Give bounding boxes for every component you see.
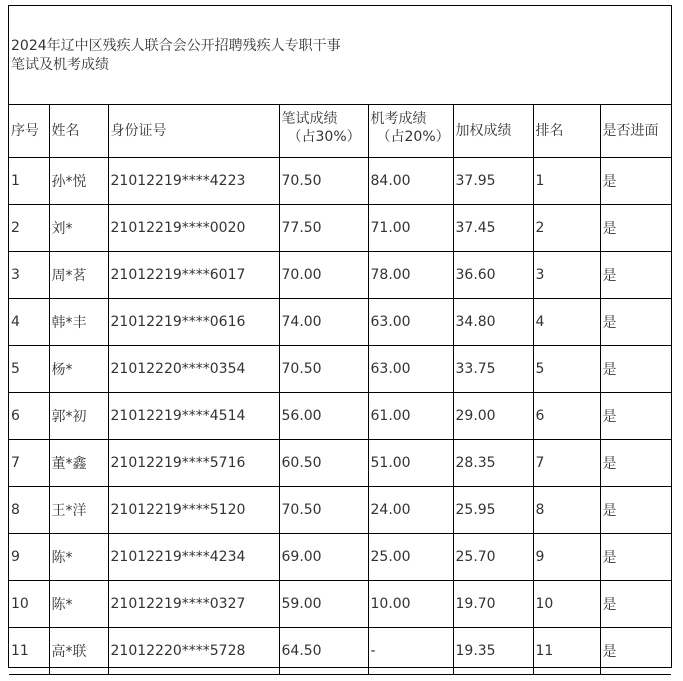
score-sheet <box>8 5 672 668</box>
title-block <box>9 6 671 105</box>
table-row <box>9 628 671 675</box>
cell-id-number: 21012219****5716 <box>108 440 279 487</box>
cell-rank: 10 <box>533 581 600 628</box>
cell-seq: 5 <box>9 346 49 393</box>
cell-id-number: 21012220****0354 <box>108 346 279 393</box>
cell-computer-score: 63.00 <box>368 346 453 393</box>
score-table <box>9 105 671 675</box>
cell-written-score: 59.00 <box>279 581 368 628</box>
cell-computer-score: 61.00 <box>368 393 453 440</box>
cell-computer-score: 63.00 <box>368 299 453 346</box>
cell-written-score: 69.00 <box>279 534 368 581</box>
cell-written-score: 56.00 <box>279 393 368 440</box>
cell-rank: 7 <box>533 440 600 487</box>
table-row <box>9 346 671 393</box>
cell-seq: 10 <box>9 581 49 628</box>
cell-weighted-score: 37.45 <box>453 205 533 252</box>
header-computer-score <box>368 105 453 158</box>
header-interview: 是否进面 <box>600 105 671 158</box>
cell-weighted-score: 37.95 <box>453 158 533 205</box>
cell-weighted-score: 19.35 <box>453 628 533 675</box>
table-header-row <box>9 105 671 158</box>
cell-interview: 是 <box>600 393 671 440</box>
cell-written-score: 77.50 <box>279 205 368 252</box>
cell-name: 董*鑫 <box>49 440 108 487</box>
cell-interview: 是 <box>600 581 671 628</box>
cell-written-score: 64.50 <box>279 628 368 675</box>
cell-id-number: 21012219****4514 <box>108 393 279 440</box>
cell-rank: 1 <box>533 158 600 205</box>
cell-id-number: 21012219****6017 <box>108 252 279 299</box>
cell-computer-score: 71.00 <box>368 205 453 252</box>
header-written-score <box>279 105 368 158</box>
cell-computer-score: 78.00 <box>368 252 453 299</box>
cell-interview: 是 <box>600 487 671 534</box>
table-row <box>9 158 671 205</box>
table-row <box>9 440 671 487</box>
cell-id-number: 21012219****5120 <box>108 487 279 534</box>
cell-rank: 6 <box>533 393 600 440</box>
cell-interview: 是 <box>600 205 671 252</box>
cell-rank: 8 <box>533 487 600 534</box>
cell-seq: 7 <box>9 440 49 487</box>
cell-id-number: 21012219****0327 <box>108 581 279 628</box>
table-row <box>9 487 671 534</box>
cell-rank: 3 <box>533 252 600 299</box>
cell-seq: 6 <box>9 393 49 440</box>
header-computer-label: 机考成绩 <box>370 111 427 127</box>
header-rank: 排名 <box>533 105 600 158</box>
header-seq: 序号 <box>9 105 49 158</box>
cell-rank: 4 <box>533 299 600 346</box>
cell-written-score: 70.50 <box>279 158 368 205</box>
cell-rank: 9 <box>533 534 600 581</box>
cell-seq: 3 <box>9 252 49 299</box>
cell-name: 王*洋 <box>49 487 108 534</box>
cell-seq: 9 <box>9 534 49 581</box>
table-row <box>9 252 671 299</box>
cell-name: 刘* <box>49 205 108 252</box>
cell-rank: 11 <box>533 628 600 675</box>
cell-rank: 2 <box>533 205 600 252</box>
cell-computer-score: 10.00 <box>368 581 453 628</box>
cell-written-score: 70.50 <box>279 487 368 534</box>
cell-computer-score: 84.00 <box>368 158 453 205</box>
cell-interview: 是 <box>600 628 671 675</box>
table-row <box>9 534 671 581</box>
cell-id-number: 21012219****0616 <box>108 299 279 346</box>
cell-seq: 4 <box>9 299 49 346</box>
header-weighted-score: 加权成绩 <box>453 105 533 158</box>
cell-weighted-score: 33.75 <box>453 346 533 393</box>
table-row <box>9 393 671 440</box>
cell-computer-score: 24.00 <box>368 487 453 534</box>
cell-rank: 5 <box>533 346 600 393</box>
cell-name: 周*茗 <box>49 252 108 299</box>
cell-name: 杨* <box>49 346 108 393</box>
header-id: 身份证号 <box>108 105 279 158</box>
cell-computer-score: 25.00 <box>368 534 453 581</box>
cell-interview: 是 <box>600 158 671 205</box>
cell-seq: 8 <box>9 487 49 534</box>
cell-interview: 是 <box>600 534 671 581</box>
cell-weighted-score: 36.60 <box>453 252 533 299</box>
cell-seq: 11 <box>9 628 49 675</box>
cell-name: 高*联 <box>49 628 108 675</box>
cell-name: 陈* <box>49 534 108 581</box>
header-written-weight: （占30%） <box>287 129 361 145</box>
cell-id-number: 21012219****4223 <box>108 158 279 205</box>
header-computer-weight: （占20%） <box>376 129 450 145</box>
cell-seq: 2 <box>9 205 49 252</box>
cell-computer-score: - <box>368 628 453 675</box>
cell-interview: 是 <box>600 252 671 299</box>
page-subtitle: 笔试及机考成绩 <box>11 57 109 73</box>
cell-interview: 是 <box>600 440 671 487</box>
cell-weighted-score: 28.35 <box>453 440 533 487</box>
cell-written-score: 60.50 <box>279 440 368 487</box>
cell-name: 陈* <box>49 581 108 628</box>
table-row <box>9 581 671 628</box>
header-name: 姓名 <box>49 105 108 158</box>
header-written-label: 笔试成绩 <box>281 111 338 127</box>
cell-weighted-score: 25.95 <box>453 487 533 534</box>
cell-interview: 是 <box>600 346 671 393</box>
cell-id-number: 21012220****5728 <box>108 628 279 675</box>
cell-name: 孙*悦 <box>49 158 108 205</box>
table-body <box>9 158 671 675</box>
cell-written-score: 70.50 <box>279 346 368 393</box>
cell-id-number: 21012219****0020 <box>108 205 279 252</box>
cell-name: 郭*初 <box>49 393 108 440</box>
cell-weighted-score: 34.80 <box>453 299 533 346</box>
cell-weighted-score: 19.70 <box>453 581 533 628</box>
table-row <box>9 205 671 252</box>
cell-interview: 是 <box>600 299 671 346</box>
cell-name: 韩*丰 <box>49 299 108 346</box>
cell-seq: 1 <box>9 158 49 205</box>
table-row <box>9 299 671 346</box>
cell-written-score: 70.00 <box>279 252 368 299</box>
page-title: 2024年辽中区残疾人联合会公开招聘残疾人专职干事 <box>11 38 341 54</box>
cell-written-score: 74.00 <box>279 299 368 346</box>
cell-weighted-score: 25.70 <box>453 534 533 581</box>
cell-weighted-score: 29.00 <box>453 393 533 440</box>
cell-computer-score: 51.00 <box>368 440 453 487</box>
cell-id-number: 21012219****4234 <box>108 534 279 581</box>
